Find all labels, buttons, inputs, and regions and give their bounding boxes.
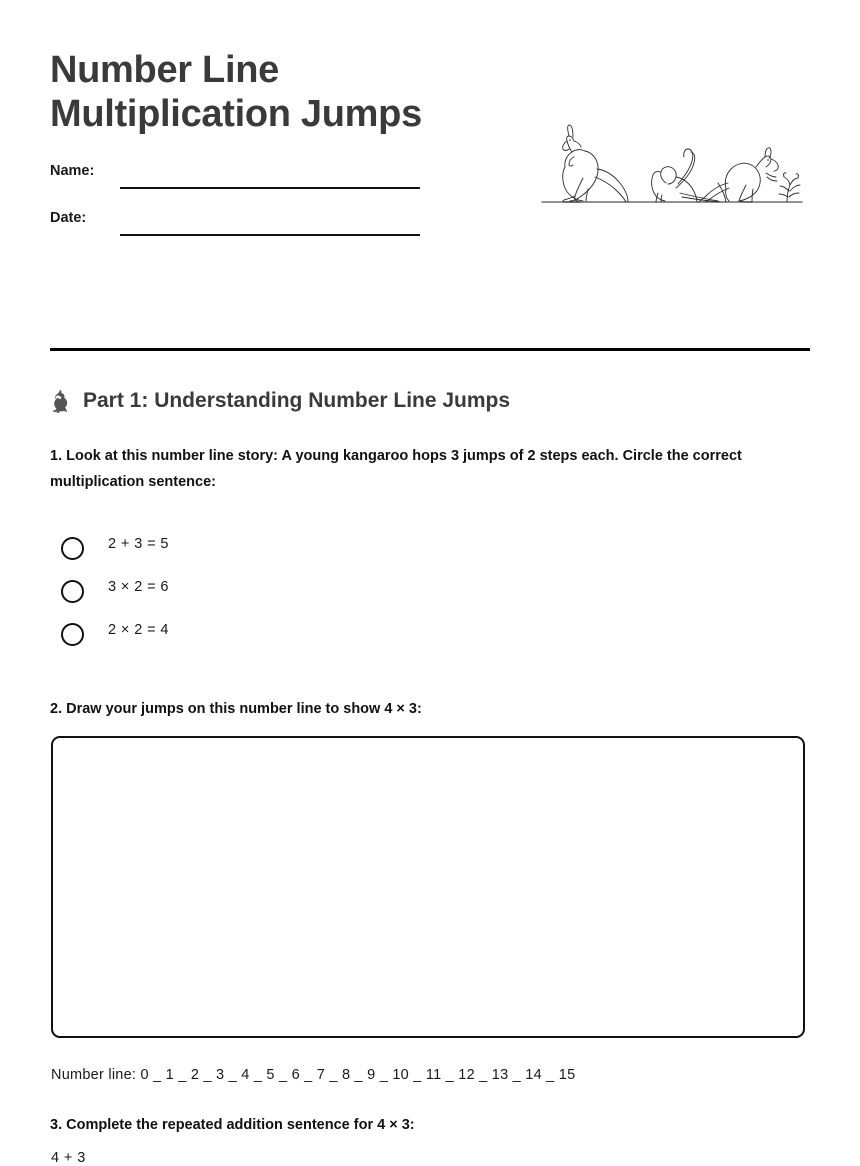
date-label: Date: — [50, 210, 87, 226]
question-3-text: 3. Complete the repeated addition sentence for 4 × 3: — [50, 1117, 415, 1133]
page-title — [50, 48, 520, 136]
kangaroo-icon — [50, 389, 72, 413]
kangaroo-hopping — [652, 149, 726, 202]
choice-circle-icon[interactable] — [61, 537, 84, 560]
choice-label: 3 × 2 = 6 — [108, 579, 169, 595]
page-title-line-2: Multiplication Jumps — [50, 93, 422, 135]
number-line-drawing-area[interactable] — [51, 736, 805, 1038]
question-2-text: 2. Draw your jumps on this number line to show 4 × 3: — [50, 701, 422, 717]
page-title-line-1: Number Line — [50, 49, 279, 91]
choice-option[interactable] — [60, 577, 460, 620]
kangaroo-banner-illustration — [540, 57, 804, 215]
name-label: Name: — [50, 163, 95, 179]
choice-circle-icon[interactable] — [61, 623, 84, 646]
question-1-text: 1. Look at this number line story: A young kangaroo hops 3 jumps of 2 steps each. Circle the correct multiplication sentence: — [50, 448, 742, 490]
number-line-caption: Number line: 0 _ 1 _ 2 _ 3 _ 4 _ 5 _ 6 _ 7 _ 8 _ 9 _ 10 _ 11 _ 12 _ 13 _ 14 _ 15 — [51, 1067, 576, 1083]
section-heading-part-1 — [50, 389, 510, 413]
choice-label: 2 + 3 = 5 — [108, 536, 169, 552]
kangaroo-grazing — [699, 148, 778, 202]
date-write-line[interactable] — [120, 234, 420, 236]
header-divider — [50, 348, 810, 351]
choice-label: 2 × 2 = 4 — [108, 622, 169, 638]
choice-option[interactable] — [60, 534, 460, 577]
name-write-line[interactable] — [120, 187, 420, 189]
shrub-plant — [779, 173, 800, 202]
question-3-answer-line[interactable]: 4 + 3 — [51, 1150, 86, 1166]
section-heading-label: Part 1: Understanding Number Line Jumps — [83, 389, 511, 412]
kangaroo-standing — [563, 125, 628, 202]
question-1-choice-list — [60, 534, 460, 663]
choice-circle-icon[interactable] — [61, 580, 84, 603]
choice-option[interactable] — [60, 620, 460, 663]
